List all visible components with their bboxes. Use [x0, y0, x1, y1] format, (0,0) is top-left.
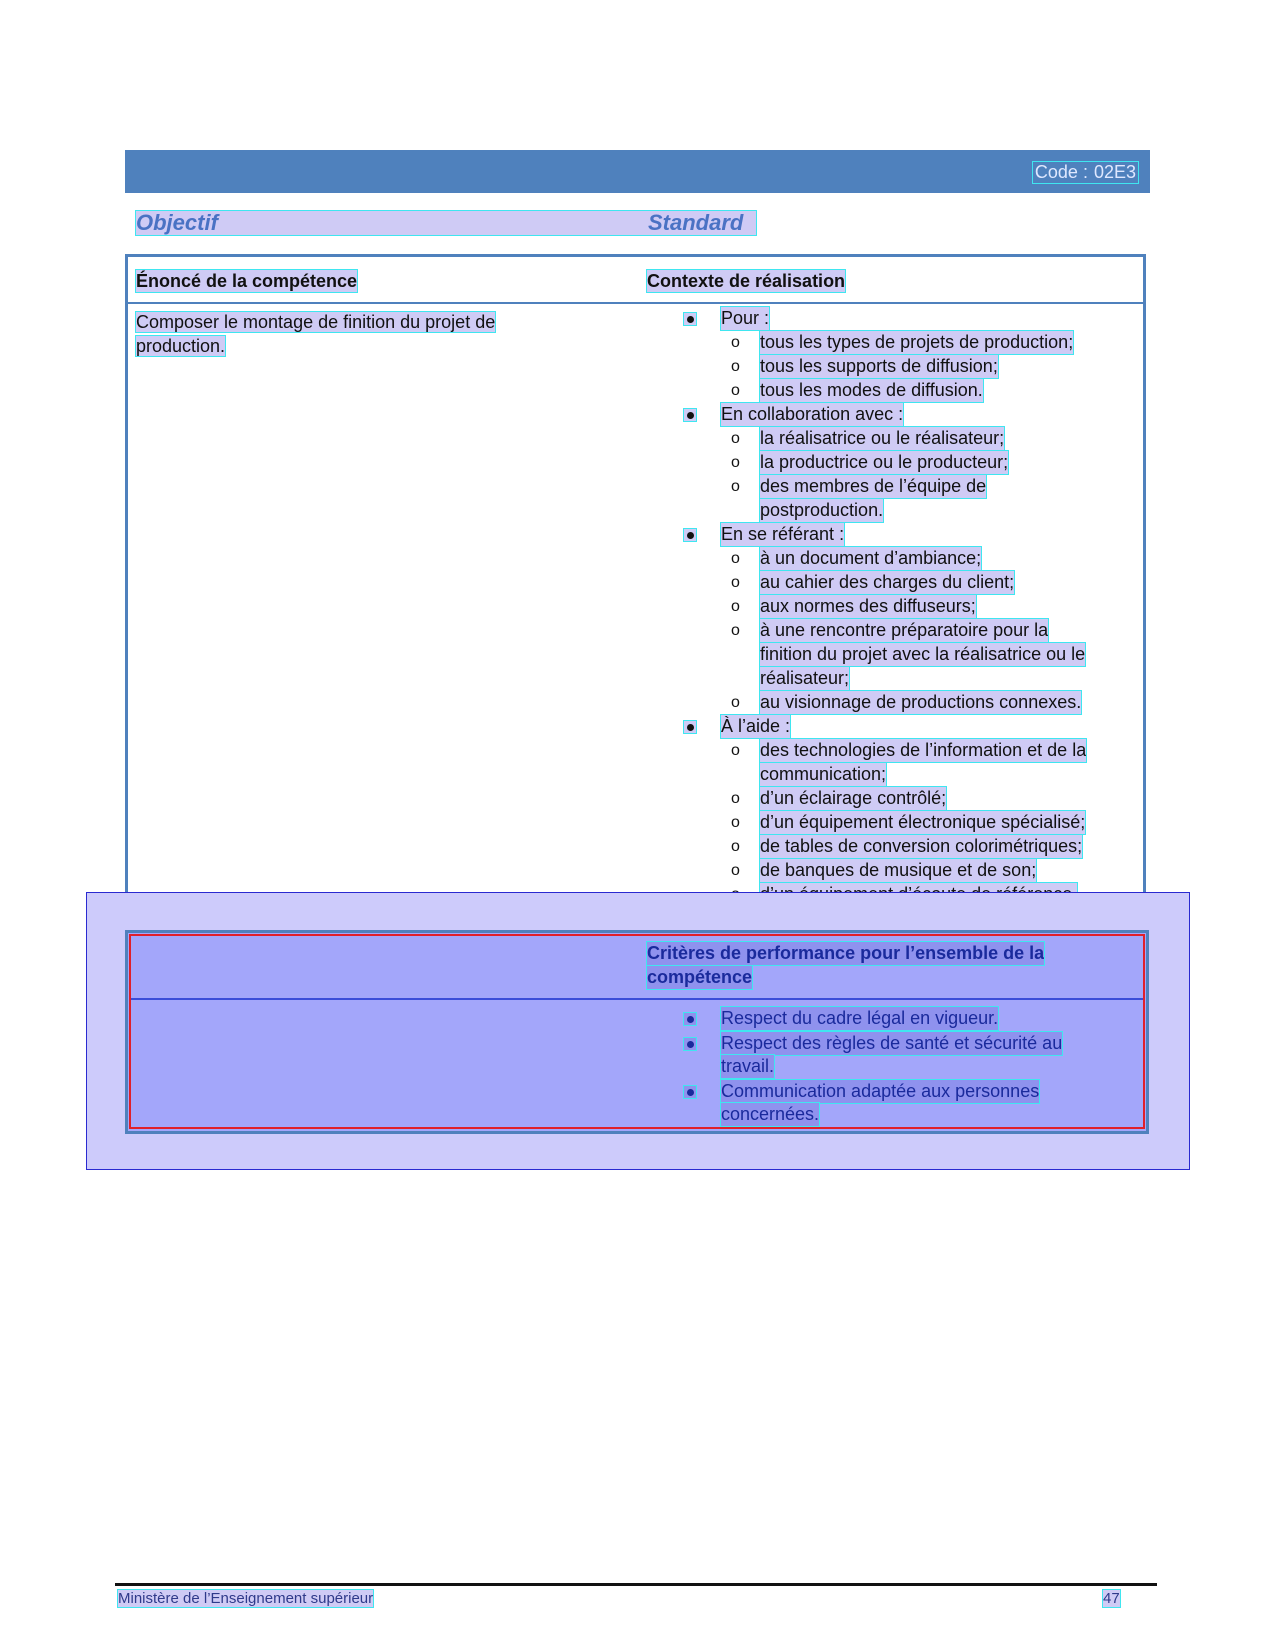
context-item: de tables de conversion colorimétriques; — [760, 836, 1083, 856]
context-item: au visionnage de productions connexes. — [760, 692, 1082, 712]
context-item: communication; — [760, 764, 887, 784]
context-group-label: À l’aide : — [721, 716, 791, 736]
criteria-item: concernées. — [721, 1104, 820, 1124]
context-item: finition du projet avec la réalisatrice ou le — [760, 644, 1086, 664]
context-item: la réalisatrice ou le réalisateur; — [760, 428, 1005, 448]
criteria-heading-line: compétence — [647, 967, 753, 987]
code-label — [1033, 162, 1138, 183]
circle-bullet-icon: o — [731, 382, 740, 399]
circle-bullet-icon: o — [731, 574, 740, 591]
context-item: de banques de musique et de son; — [760, 860, 1037, 880]
context-item: tous les types de projets de production; — [760, 332, 1074, 352]
circle-bullet-icon: o — [731, 334, 740, 351]
bullet-icon — [684, 529, 696, 541]
statement-line: production. — [136, 336, 226, 356]
circle-bullet-icon: o — [731, 838, 740, 855]
page-number: 47 — [1103, 1590, 1120, 1607]
circle-bullet-icon: o — [731, 694, 740, 711]
objective-heading: Objectif — [136, 210, 218, 235]
code-value: 02E3 — [1093, 162, 1136, 182]
context-group-label: En se référant : — [721, 524, 845, 544]
criteria-item: travail. — [721, 1056, 775, 1076]
footer-rule — [115, 1583, 1157, 1586]
code-label-text: Code : — [1034, 162, 1088, 182]
criteria-item: Respect du cadre légal en vigueur. — [721, 1008, 999, 1028]
circle-bullet-icon: o — [731, 598, 740, 615]
context-item: à une rencontre préparatoire pour la — [760, 620, 1049, 640]
bullet-icon — [684, 1038, 696, 1050]
circle-bullet-icon: o — [731, 454, 740, 471]
context-item: d’un éclairage contrôlé; — [760, 788, 947, 808]
criteria-heading-line: Critères de performance pour l’ensemble de la — [647, 943, 1045, 963]
circle-bullet-icon: o — [731, 430, 740, 447]
context-item: des membres de l’équipe de — [760, 476, 987, 496]
circle-bullet-icon: o — [731, 478, 740, 495]
bullet-icon — [684, 313, 696, 325]
bullet-icon — [684, 1013, 696, 1025]
bullet-icon — [684, 1086, 696, 1098]
context-item: postproduction. — [760, 500, 884, 520]
circle-bullet-icon: o — [731, 622, 740, 639]
context-group-label: Pour : — [721, 308, 770, 328]
context-item: à un document d’ambiance; — [760, 548, 982, 568]
code-header-bar — [125, 150, 1150, 193]
context-item: la productrice ou le producteur; — [760, 452, 1009, 472]
bullet-icon — [684, 721, 696, 733]
criteria-item: Respect des règles de santé et sécurité au — [721, 1033, 1063, 1053]
criteria-item: Communication adaptée aux personnes — [721, 1081, 1040, 1101]
bullet-icon — [684, 409, 696, 421]
criteria-header-divider — [131, 998, 1143, 1000]
context-column-header: Contexte de réalisation — [647, 271, 846, 291]
context-group-label: En collaboration avec : — [721, 404, 904, 424]
circle-bullet-icon: o — [731, 790, 740, 807]
statement-line: Composer le montage de finition du projet de — [136, 312, 496, 332]
context-item: réalisateur; — [760, 668, 850, 688]
competence-statement — [136, 310, 706, 358]
context-item: au cahier des charges du client; — [760, 572, 1015, 592]
context-item: aux normes des diffuseurs; — [760, 596, 976, 616]
circle-bullet-icon: o — [731, 742, 740, 759]
statement-column-header: Énoncé de la compétence — [136, 271, 358, 291]
context-item: tous les supports de diffusion; — [760, 356, 998, 376]
footer-ministry: Ministère de l’Enseignement supérieur — [118, 1590, 374, 1607]
circle-bullet-icon: o — [731, 814, 740, 831]
circle-bullet-icon: o — [731, 862, 740, 879]
section-headings — [136, 211, 756, 235]
circle-bullet-icon: o — [731, 358, 740, 375]
context-item: tous les modes de diffusion. — [760, 380, 983, 400]
context-item: des technologies de l’information et de la — [760, 740, 1087, 760]
context-item: d’un équipement électronique spécialisé; — [760, 812, 1086, 832]
circle-bullet-icon: o — [731, 550, 740, 567]
standard-heading: Standard — [648, 210, 744, 235]
table-header-divider — [128, 302, 1143, 304]
